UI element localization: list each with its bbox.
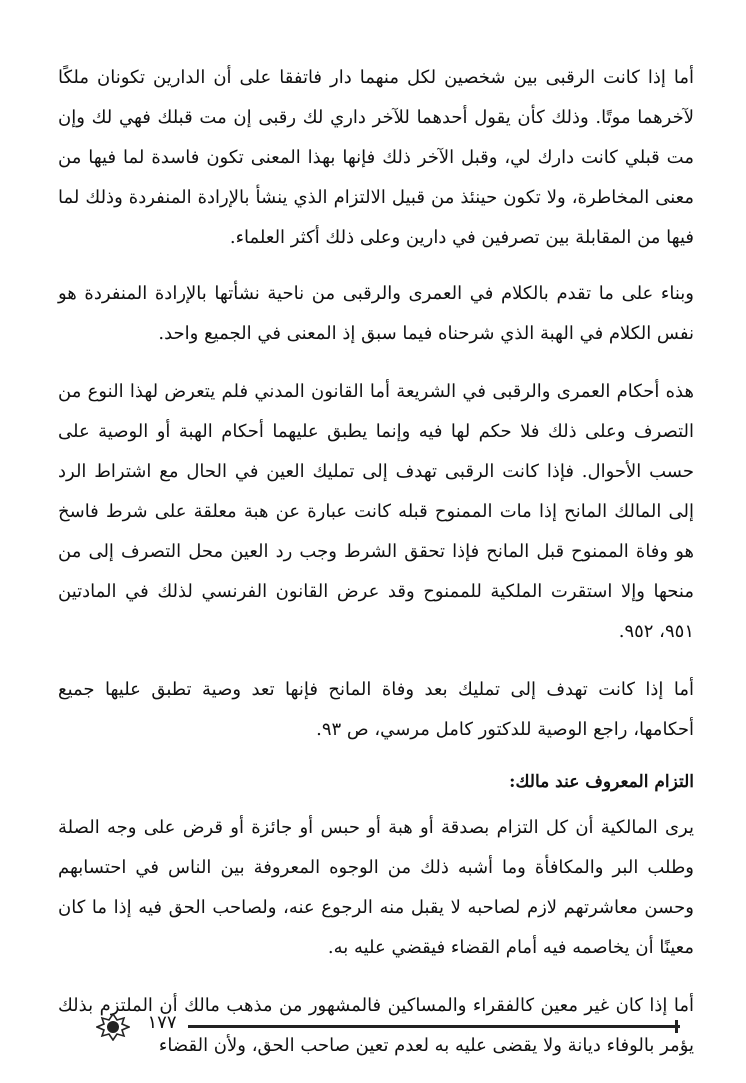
paragraph-undetermined-beneficiary: أما إذا كان غير معين كالفقراء والمساكين فالمشهور من مذهب مالك أن الملتزم بذلك يؤمر بالوفاء ديانة ولا يقضى عليه به لعدم تعين صاحب الحق، ولأن القضاء: [58, 995, 694, 1056]
paragraph-civil-law: هذه أحكام العمرى والرقبى في الشريعة أما القانون المدني فلم يتعرض لهذا النوع من التصرف وعلى ذلك فلا حكم لها فيه وإنما يطبق عليهما أحكام الهبة أو الوصية على حسب الأحوال. فإذا كانت الرقبى تهدف إلى تمليك العين في الحال مع اشتراط الرد إلى المالك المانح إذا مات الممنوح قبله كانت عبارة عن هبة معلقة على شرط فاسخ هو وفاة الممنوح قبل المانح فإذا تحقق الشرط وجب رد العين محل التصرف إلى من منحها وإلا استقرت الملكية للممنوح وقد عرض القانون الفرنسي لذلك في المادتين ٩٥١، ٩٥٢.: [58, 381, 694, 642]
paragraph-maliki-view: يرى المالكية أن كل التزام بصدقة أو هبة أو حبس أو جائزة أو قرض على وجه الصلة وطلب البر والمكافأة وما أشبه ذلك من الوجوه المعروفة بين الناس في احتسابهم وحسن معاشرتهم لازم لصاحبه لا يقبل منه الرجوع عنه، ولصاحب الحق فيه إذا ما كان معينًا أن يخاصمه فيه أمام القضاء فيقضي عليه به.: [58, 817, 694, 958]
footer-rule: [188, 1025, 680, 1028]
page-body: [58, 58, 694, 1066]
paragraph-conclusion-umra-ruqba: وبناء على ما تقدم بالكلام في العمرى والرقبى من ناحية نشأتها بالإرادة المنفردة هو نفس الكلام في الهبة الذي شرحناه فيما سبق إذ المعنى في الجميع واحد.: [58, 283, 694, 344]
footer-rule-end: [675, 1020, 678, 1033]
paragraph-ruqba-between-two: أما إذا كانت الرقبى بين شخصين لكل منهما دار فاتفقا على أن الدارين تكونان ملكًا لآخرهما موتًا. وذلك كأن يقول أحدهما للآخر داري لك رقبى إن مت قبلك فهي لك وإن مت قبلي كانت دارك لي، وقبل الآخر ذلك فإنها بهذا المعنى تكون فاسدة لما فيها من معنى المخاطرة، ولا تكون حينئذ من قبيل الالتزام الذي ينشأ بالإرادة المنفردة وذلك لما فيها من المقابلة بين تصرفين في دارين وعلى ذلك أكثر العلماء.: [58, 67, 694, 248]
paragraph-bequest: أما إذا كانت تهدف إلى تمليك بعد وفاة المانح فإنها تعد وصية تطبق عليها جميع أحكامها، راجع الوصية للدكتور كامل مرسي، ص ٩٣.: [58, 679, 694, 740]
page-number: ١٧٧: [147, 1012, 177, 1033]
section-heading: التزام المعروف عند مالك:: [509, 772, 694, 792]
eight-point-star-ornament-icon: [96, 1013, 130, 1041]
page-footer: [92, 1010, 692, 1042]
